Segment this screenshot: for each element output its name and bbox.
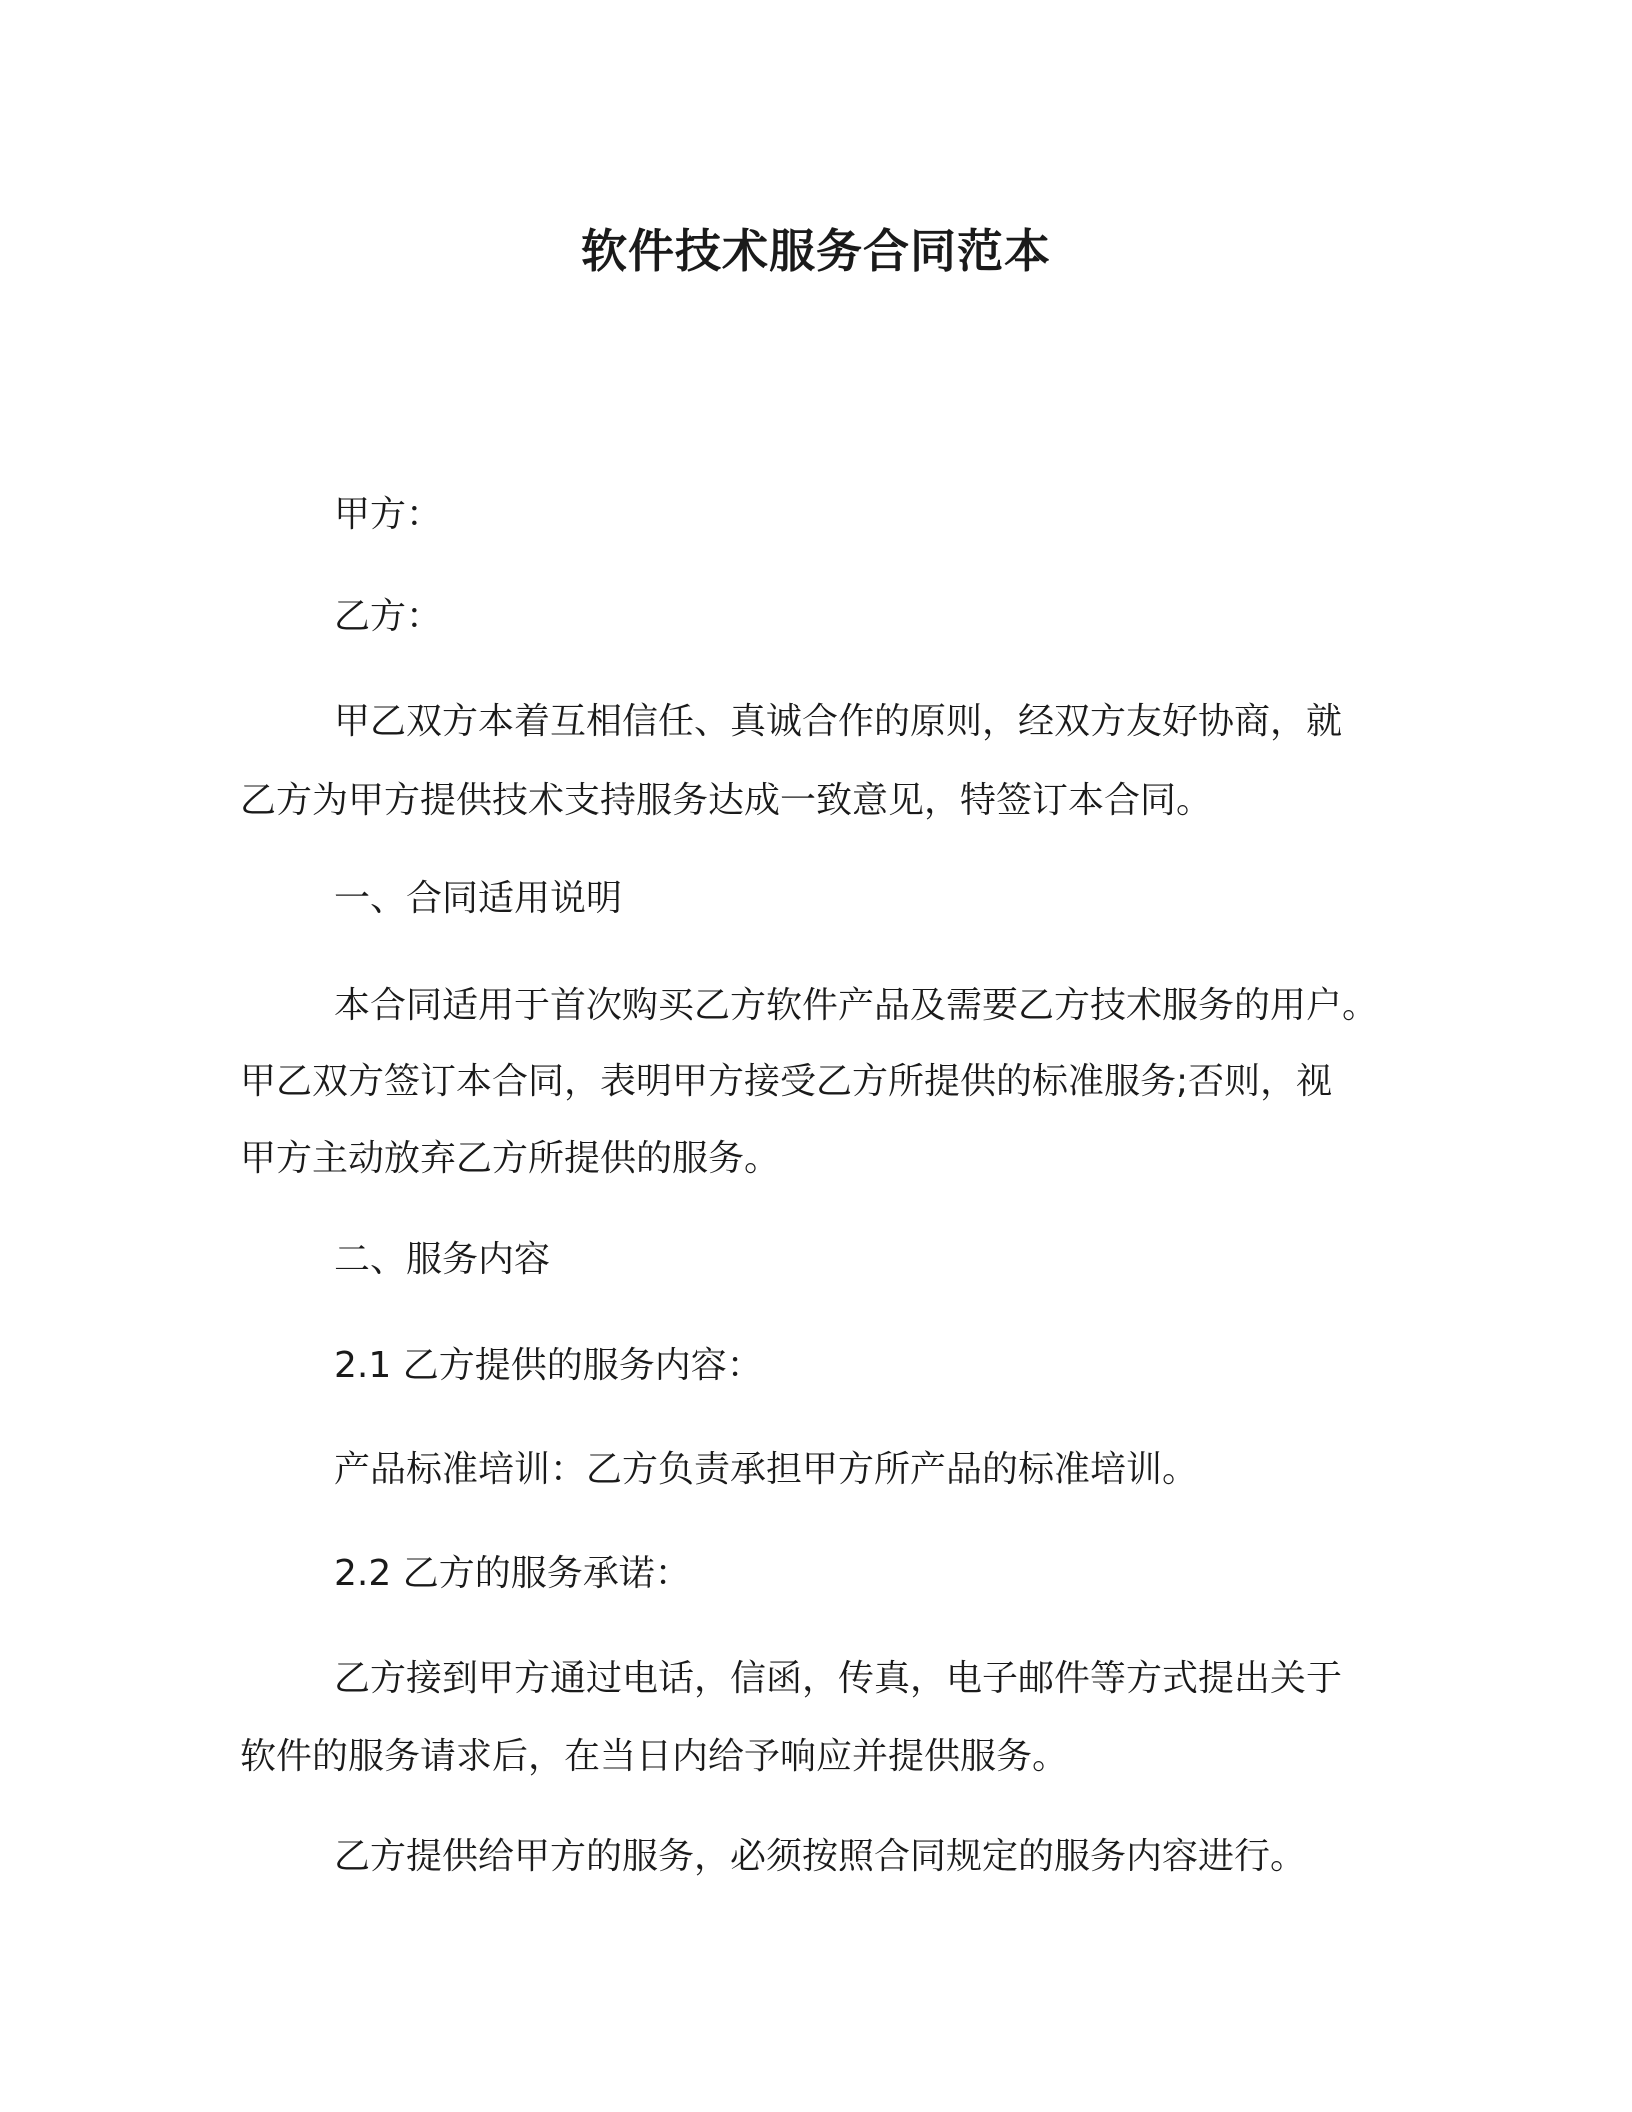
party-a-label: 甲方：: [334, 494, 443, 535]
clause-2-1-heading: 2.1 乙方提供的服务内容：: [334, 1345, 763, 1386]
document-title: 软件技术服务合同范本: [581, 224, 1051, 278]
section-1-heading: 一、合同适用说明: [334, 878, 623, 919]
intro-paragraph-line-2: 乙方为甲方提供技术支持服务达成一致意见，特签订本合同。: [240, 780, 1213, 821]
clause-2-2-paragraph-line-2: 软件的服务请求后，在当日内给予响应并提供服务。: [240, 1736, 1069, 1777]
clause-2-2-paragraph-line-1: 乙方接到甲方通过电话，信函，传真，电子邮件等方式提出关于: [334, 1658, 1343, 1699]
intro-paragraph-line-1: 甲乙双方本着互相信任、真诚合作的原则，经双方友好协商，就: [334, 701, 1343, 742]
clause-2-1-text: 产品标准培训：乙方负责承担甲方所产品的标准培训。: [334, 1449, 1199, 1490]
party-b-label: 乙方：: [334, 596, 443, 637]
clause-2-2-paragraph-line-3: 乙方提供给甲方的服务，必须按照合同规定的服务内容进行。: [334, 1836, 1307, 1877]
section-1-paragraph-line-2: 甲乙双方签订本合同，表明甲方接受乙方所提供的标准服务;否则，视: [240, 1061, 1333, 1102]
clause-2-2-heading: 2.2 乙方的服务承诺：: [334, 1553, 691, 1594]
section-1-paragraph-line-1: 本合同适用于首次购买乙方软件产品及需要乙方技术服务的用户。: [334, 985, 1379, 1026]
section-2-heading: 二、服务内容: [334, 1239, 551, 1280]
section-1-paragraph-line-3: 甲方主动放弃乙方所提供的服务。: [240, 1138, 781, 1179]
